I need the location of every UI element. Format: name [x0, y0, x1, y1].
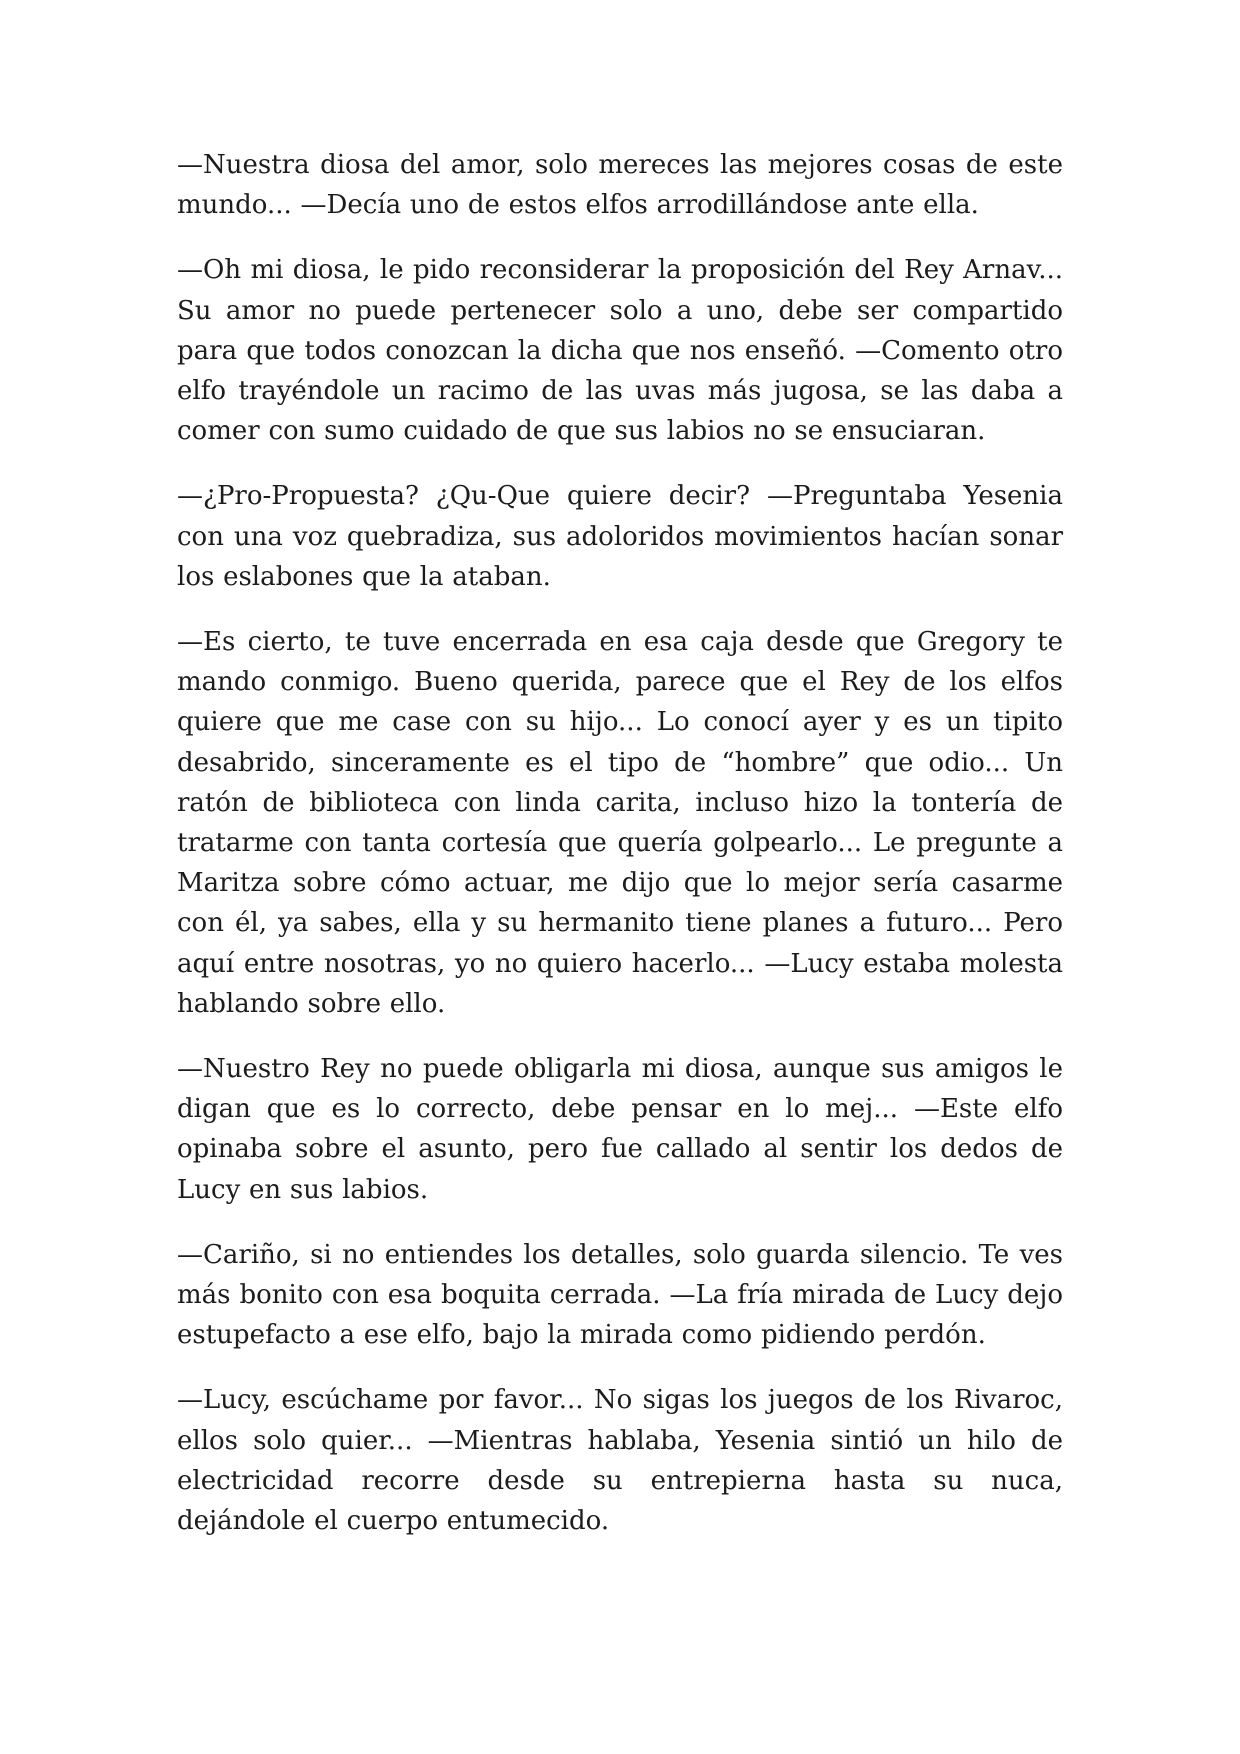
paragraph-1: —Nuestra diosa del amor, solo mereces las mejores cosas de este mundo... —Decía uno de estos elfos arrodillándose ante ella.: [177, 150, 1063, 221]
paragraph-6: —Cariño, si no entiendes los detalles, solo guarda silencio. Te ves más bonito con esa boquita cerrada. —La fría mirada de Lucy dejo estupefacto a ese elfo, bajo la mirada como pidiendo perdón.: [177, 1239, 1063, 1351]
body-text: [177, 145, 1063, 1566]
paragraph-7: —Lucy, escúchame por favor... No sigas los juegos de los Rivaroc, ellos solo quier... —Mientras hablaba, Yesenia sintió un hilo de electricidad recorre desde su entrepierna hasta su nuca, dejándole el cuerpo entumecido.: [177, 1385, 1063, 1537]
paragraph-5: —Nuestro Rey no puede obligarla mi diosa, aunque sus amigos le digan que es lo correcto, debe pensar en lo mej... —Este elfo opinaba sobre el asunto, pero fue callado al sentir los dedos de Lucy en sus labios.: [177, 1054, 1063, 1205]
paragraph-2: —Oh mi diosa, le pido reconsiderar la proposición del Rey Arnav... Su amor no puede pertenecer solo a uno, debe ser compartido para que todos conozcan la dicha que nos enseñó. —Comento otro elfo trayéndole un racimo de las uvas más jugosa, se las daba a comer con sumo cuidado de que sus labios no se ensuciaran.: [177, 255, 1063, 447]
paragraph-3: —¿Pro-Propuesta? ¿Qu-Que quiere decir? —Preguntaba Yesenia con una voz quebradiza, sus adoloridos movimientos hacían sonar los eslabones que la ataban.: [177, 481, 1063, 592]
paragraph-4: —Es cierto, te tuve encerrada en esa caja desde que Gregory te mando conmigo. Bueno querida, parece que el Rey de los elfos quiere que me case con su hijo... Lo conocí ayer y es un tipito desabrido, sinceramente es el tipo de “hombre” que odio... Un ratón de biblioteca con linda carita, incluso hizo la tontería de tratarme con tanta cortesía que quería golpearlo... Le pregunte a Maritza sobre cómo actuar, me dijo que lo mejor sería casarme con él, ya sabes, ella y su hermanito tiene planes a futuro... Pero aquí entre nosotras, yo no quiero hacerlo... —Lucy estaba molesta hablando sobre ello.: [177, 627, 1063, 1019]
